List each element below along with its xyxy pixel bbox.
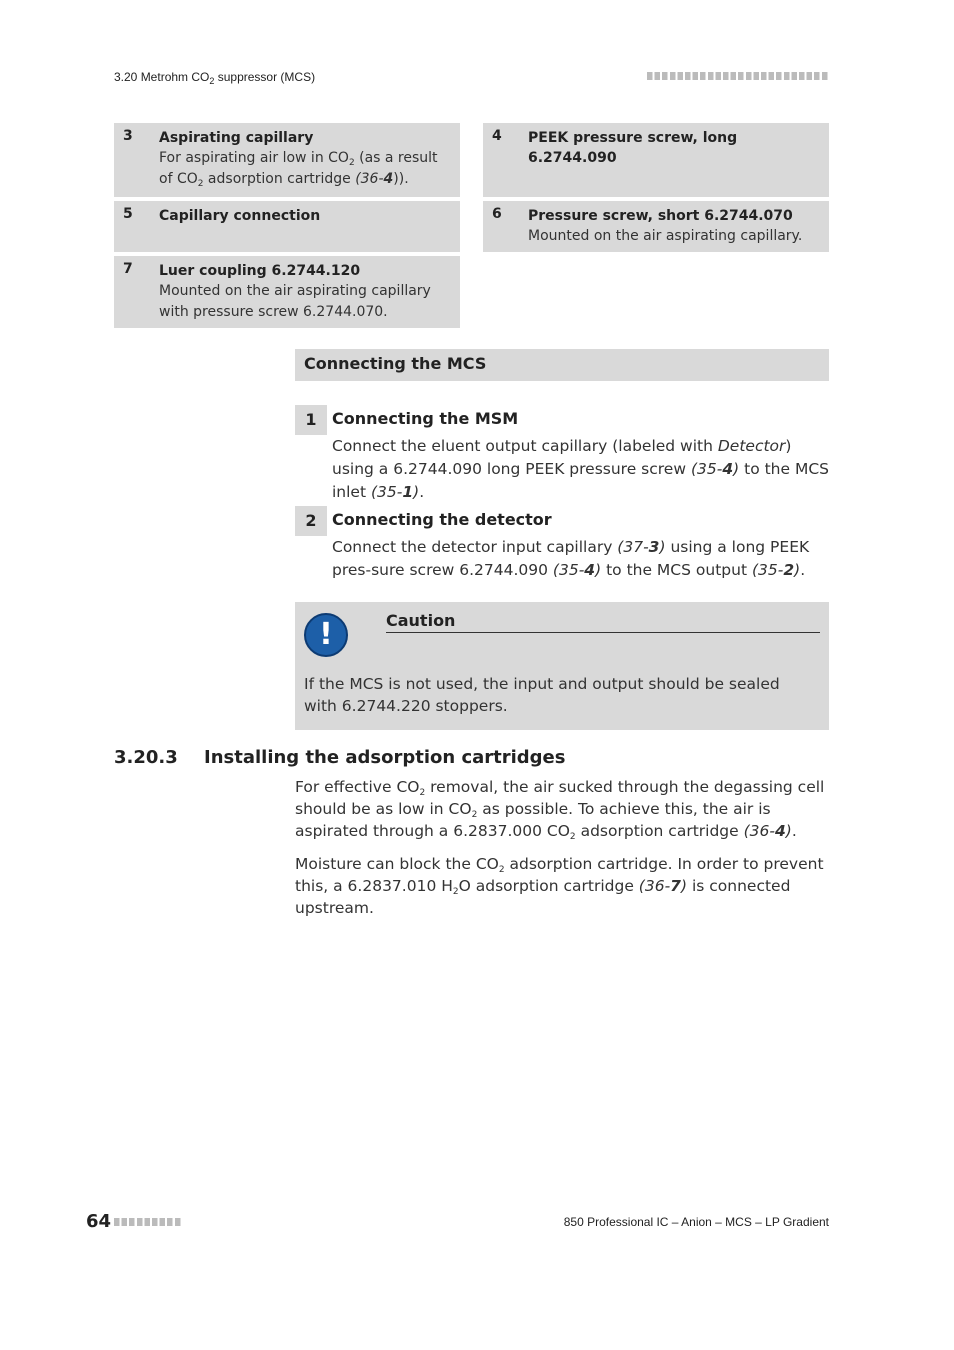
page-number: 64 xyxy=(86,1211,112,1232)
legend-number: 4 xyxy=(492,128,502,144)
legend-title: PEEK pressure screw, long 6.2744.090 xyxy=(528,130,738,166)
legend-number: 3 xyxy=(123,128,133,144)
paragraph: Moisture can block the $CO_2$ adsorption cartridge. In order to prevent this, a 6.2837.010 $H_2O$ adsorption cartridge (36-7) is connected upstream. xyxy=(295,855,824,917)
legend-item-5 xyxy=(114,201,460,252)
header-decoration xyxy=(647,72,829,80)
legend-item-4 xyxy=(483,123,829,197)
step-text: Connect the detector input capillary (37-3) using a long PEEK pres-sure screw 6.2744.090 (35-4) to the MCS output (35-2). xyxy=(332,538,810,579)
exclamation-icon: ! xyxy=(304,613,348,657)
footer-decoration xyxy=(114,1218,182,1226)
legend-title: Luer coupling 6.2744.120 xyxy=(159,263,361,279)
document-title: 850 Professional IC – Anion – MCS – LP Gradient xyxy=(563,1215,829,1229)
step-number: 2 xyxy=(295,506,327,536)
legend-description: For aspirating air low in $CO_2$ (as a result of $CO_2$ adsorption cartridge (36-4)). xyxy=(159,150,438,189)
legend-title: Capillary connection xyxy=(159,208,321,224)
subsection-title: Installing the adsorption cartridges xyxy=(204,747,566,768)
step-text: Connect the eluent output capillary (labeled with Detector) using a 6.2744.090 long PEEK pressure screw (35-4) to the MCS inlet (35-1). xyxy=(332,437,830,501)
legend-number: 6 xyxy=(492,206,502,222)
caution-box xyxy=(295,602,829,730)
legend-item-3 xyxy=(114,123,460,197)
legend-number: 7 xyxy=(123,261,133,277)
step-title: Connecting the detector xyxy=(332,510,552,529)
section-heading: Connecting the MCS xyxy=(295,349,829,381)
subsection-number: 3.20.3 xyxy=(114,747,178,768)
legend-title: Aspirating capillary xyxy=(159,130,314,146)
legend-title: Pressure screw, short 6.2744.070 xyxy=(528,208,793,224)
caution-text: If the MCS is not used, the input and output should be sealed with 6.2744.220 stoppers. xyxy=(304,675,780,715)
running-header: 3.20 Metrohm $CO_2$ suppressor (MCS) xyxy=(114,70,316,86)
step-number: 1 xyxy=(295,405,327,435)
caution-title: Caution xyxy=(386,611,820,633)
legend-description: Mounted on the air aspirating capillary. xyxy=(528,228,803,244)
legend-description: Mounted on the air aspirating capillary with pressure screw 6.2744.070. xyxy=(159,283,431,320)
legend-item-6 xyxy=(483,201,829,252)
paragraph: For effective $CO_2$ removal, the air sucked through the degassing cell should be as low in $CO_2$ as possible. To achieve this, the air is aspirated through a 6.2837.000 $CO_2$ adsorption cartridge (36-4). xyxy=(295,778,825,842)
step-title: Connecting the MSM xyxy=(332,409,519,428)
legend-item-7 xyxy=(114,256,460,328)
legend-number: 5 xyxy=(123,206,133,222)
